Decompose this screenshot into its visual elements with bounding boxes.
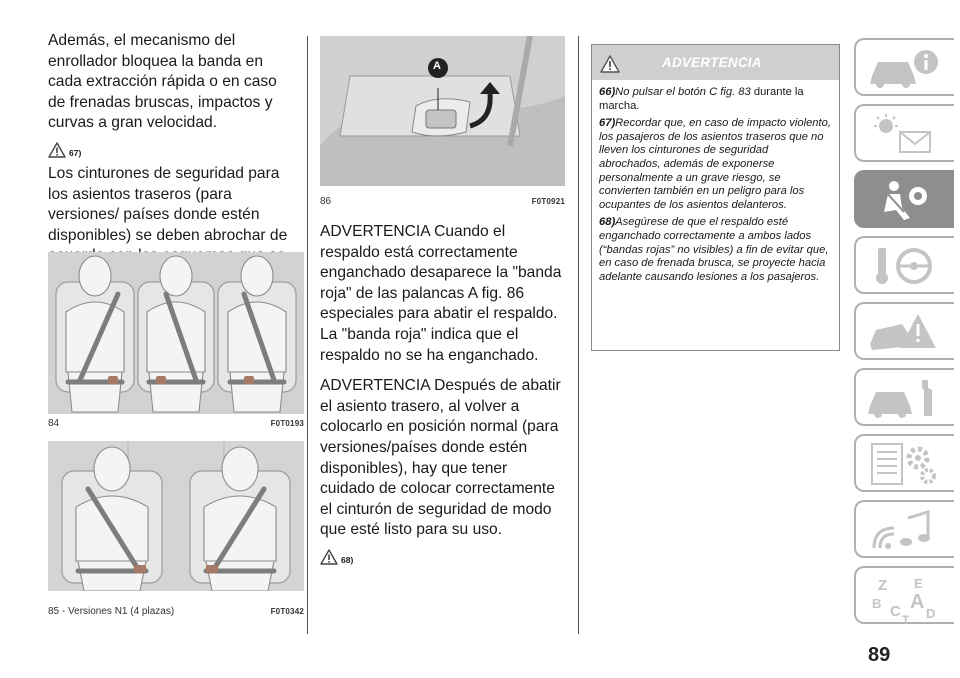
warning-item-68 — [599, 216, 832, 284]
index-letter: T — [902, 613, 910, 624]
figure-code: F0T0342 — [270, 607, 304, 616]
warning-item-text: No pulsar el botón C fig. 83 — [615, 86, 751, 98]
tab-key-steering[interactable] — [854, 236, 954, 294]
tab-car-info[interactable] — [854, 38, 954, 96]
multimedia-icon — [866, 508, 946, 552]
warning-item-text: Recordar que, en caso de impacto violento, los pasajeros de los asientos traseros que no lleven los cinturones de seguridad abrochados, además de exponerse personalmente a un grave riesgo, se convierten también en un peligro para los ocupantes de los asientos delanteros. — [599, 117, 831, 211]
tab-multimedia[interactable] — [854, 500, 954, 558]
car-wrench-icon — [866, 376, 946, 420]
callout-label-a: A — [433, 60, 441, 72]
warning-item-number: 67) — [599, 117, 616, 130]
figure-86-seatback-lever — [320, 36, 565, 186]
figure-number: 86 — [320, 196, 332, 207]
specs-gear-icon — [866, 442, 946, 486]
warning-reference[interactable] — [48, 142, 288, 158]
paragraph-red-band: ADVERTENCIA Cuando el respaldo está correctamente enganchado desaparece la "banda roja" de las palancas A fig. 86 especiales para abatir el respaldo. La "banda roja" indica que el respaldo no se ha enganchado. — [320, 223, 562, 364]
figure-code: F0T0921 — [531, 197, 565, 206]
warning-triangle-icon — [48, 142, 66, 158]
tab-maintenance[interactable] — [854, 368, 954, 426]
tab-seatbelt-airbag[interactable] — [854, 170, 954, 228]
warning-ref-number: 67) — [69, 147, 82, 158]
paragraph-seat-return: ADVERTENCIA Después de abatir el asiento trasero, al volver a colocarlo en posición normal (para versiones/países donde estén disponibles), hay que tener cuidado de colocar correctamente el cinturón de seguridad de modo que esté listo para su uso. — [320, 377, 561, 539]
figure-84-rear-seats-three — [48, 252, 304, 414]
index-letter: Z — [878, 577, 888, 594]
alphabet-index-icon — [866, 574, 946, 624]
index-letter: D — [926, 606, 936, 621]
warning-box-title: ADVERTENCIA — [662, 55, 762, 70]
left-column — [48, 31, 288, 288]
index-letter: C — [890, 603, 901, 620]
tab-dashboard-lights[interactable] — [854, 104, 954, 162]
index-letter: B — [872, 596, 882, 611]
figure-86-caption — [320, 196, 565, 207]
figure-84-caption — [48, 418, 304, 429]
paragraph-rear-belts: Los cinturones de seguridad para los asientos traseros (para versiones/ países donde estén disponibles) se deben abrochar de — [48, 164, 288, 244]
warning-item-text: Asegúrese de que el respaldo esté enganchado correctamente a ambos lados (“bandas rojas” no visibles) a fin de evitar que, en caso de frenada brusca, se proyecte hacia adelante causando lesiones a los pasajeros. — [599, 216, 829, 283]
warning-item-text-tail: durante la marcha. — [599, 86, 804, 112]
tab-technical-data[interactable] — [854, 434, 954, 492]
warning-reference[interactable] — [320, 549, 565, 565]
warning-triangle-car-icon — [866, 310, 946, 354]
warning-box-header — [592, 45, 839, 80]
middle-column — [320, 222, 565, 571]
figure-85-rear-seats-four — [48, 441, 304, 591]
warning-triangle-icon — [600, 55, 620, 73]
index-letter: E — [914, 576, 923, 591]
figure-caption-text: 85 - Versiones N1 (4 plazas) — [48, 606, 175, 617]
page-number: 89 — [868, 644, 891, 666]
tab-emergency[interactable] — [854, 302, 954, 360]
column-divider-right — [578, 36, 579, 634]
warning-item-number: 66) — [599, 86, 616, 98]
figure-number: 84 — [48, 418, 60, 429]
warning-item-67 — [599, 117, 832, 212]
seatbelt-airbag-icon — [866, 178, 946, 222]
index-letter: A — [910, 591, 925, 613]
warning-item-66 — [599, 86, 832, 113]
column-divider-left — [307, 36, 308, 634]
warning-box-body — [592, 80, 839, 284]
figure-code: F0T0193 — [270, 419, 304, 428]
key-steering-icon — [866, 244, 946, 288]
car-info-icon — [866, 46, 946, 90]
paragraph-retractor: Además, el mecanismo del enrollador bloquea la banda en cada extracción rápida o en caso de frenadas bruscas, impactos y curvas a gran velocidad. — [48, 32, 277, 132]
warning-box — [591, 44, 840, 351]
warning-item-number: 68) — [599, 216, 616, 229]
tab-alphabetical-index[interactable] — [854, 566, 954, 624]
warning-ref-number: 68) — [341, 554, 354, 565]
warning-triangle-icon — [320, 549, 338, 565]
figure-85-caption — [48, 606, 304, 617]
dashboard-lights-icon — [866, 112, 946, 156]
